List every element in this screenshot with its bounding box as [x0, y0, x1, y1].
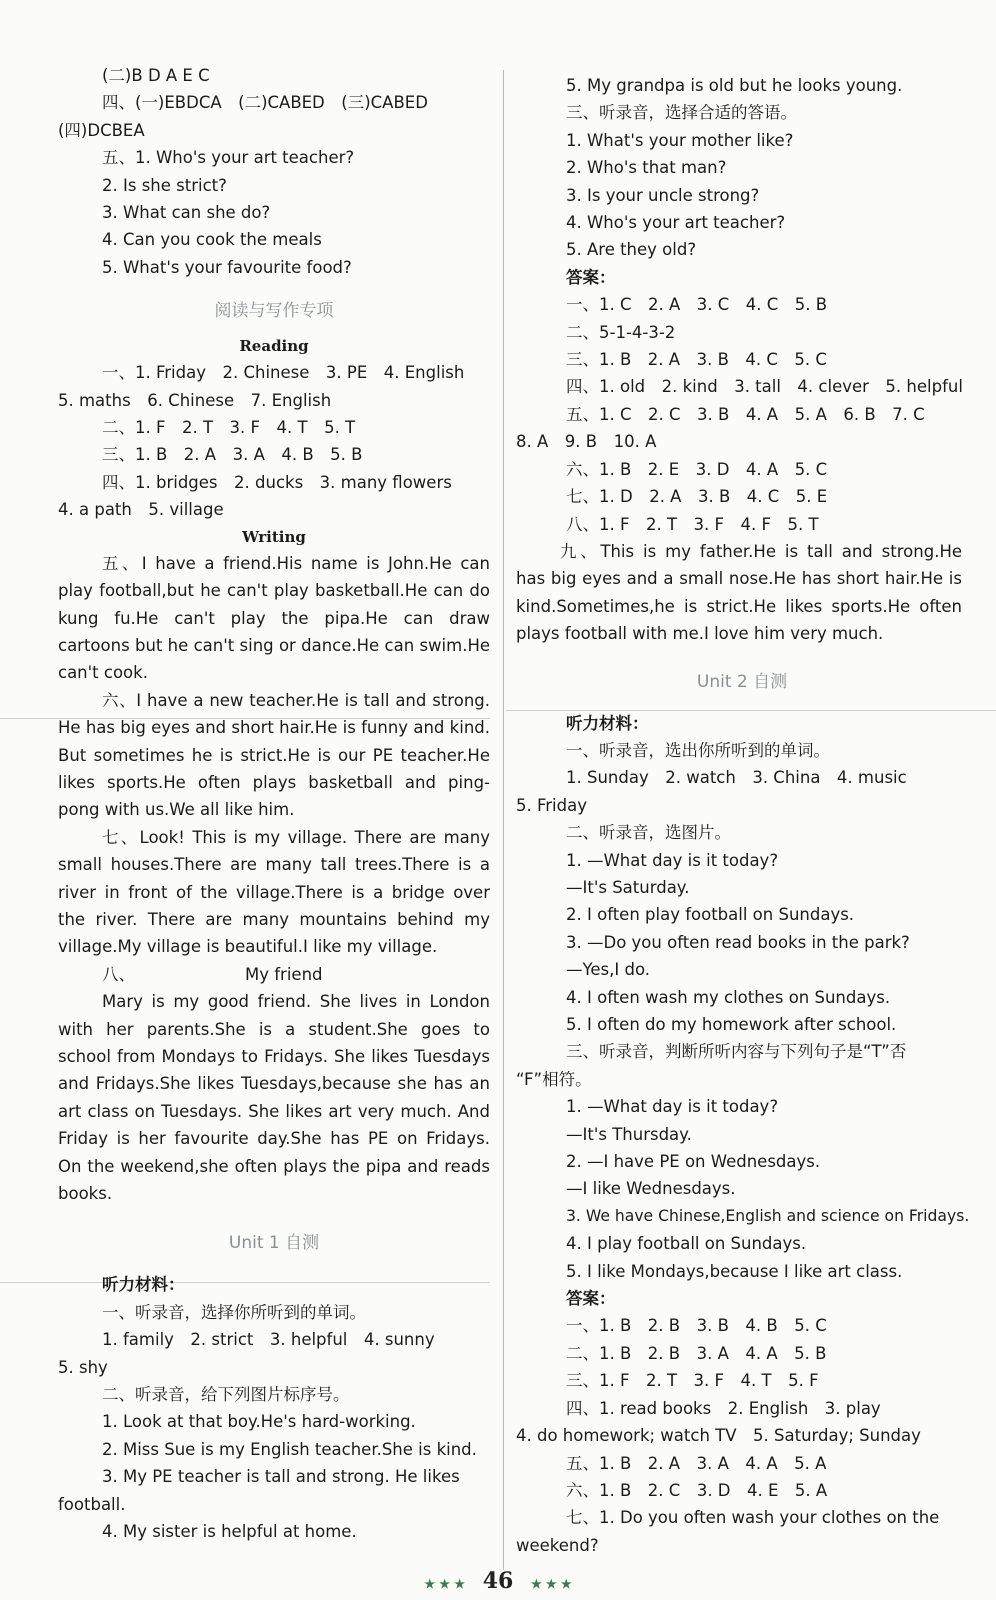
answer-line: 二、1. B 2. B 3. A 4. A 5. B — [566, 1343, 827, 1363]
answer-line: 4. I play football on Sundays. — [566, 1234, 807, 1254]
answer-line: 5. Friday — [516, 795, 587, 815]
listen-label: 听力材料： — [566, 713, 649, 733]
answer-line: 三、1. B 2. A 3. B 4. C 5. C — [566, 350, 827, 370]
answer-line: 4. My sister is helpful at home. — [102, 1522, 357, 1542]
answer-label: 答案： — [566, 267, 616, 287]
answer-line: 六、1. B 2. E 3. D 4. A 5. C — [566, 459, 828, 479]
answer-line: 4. I often wash my clothes on Sundays. — [566, 987, 891, 1007]
page-number: 46 — [482, 1568, 514, 1594]
answer-line: 五、1. C 2. C 3. B 4. A 5. A 6. B 7. C — [566, 404, 925, 424]
answer-line: weekend? — [516, 1535, 599, 1555]
answer-line: 四、(一)EBDCA (二)CABED (三)CABED — [102, 93, 428, 113]
answer-line: 五、1. B 2. A 3. A 4. A 5. A — [566, 1453, 827, 1473]
answer-line: 5. I often do my homework after school. — [566, 1015, 897, 1034]
star-decoration: ★ ★ ★ — [424, 1577, 466, 1591]
answer-line: 3. —Do you often read books in the park? — [566, 932, 910, 952]
listen-label: 听力材料： — [102, 1275, 185, 1295]
writing-paragraph-5: 五、I have a friend.His name is John.He can play football,but he can't play basketball.He can do kung fu.He can't play the pipa.He can draw cartoons but he can't sing or dance.He can swim.He can't cook. — [58, 553, 490, 683]
answer-line: 八、1. F 2. T 3. F 4. F 5. T — [566, 514, 819, 534]
page-footer — [0, 1568, 996, 1594]
answer-line: 4. do homework; watch TV 5. Saturday; Sunday — [516, 1426, 921, 1446]
answer-line: 2. —I have PE on Wednesdays. — [566, 1152, 821, 1172]
answer-label: 答案： — [566, 1289, 616, 1309]
answer-line: 4. Who's your art teacher? — [566, 213, 786, 233]
answer-line: 三、听录音，选择合适的答语。 — [566, 103, 797, 123]
answer-line: 5. maths 6. Chinese 7. English — [58, 390, 332, 410]
answer-line: 1. Look at that boy.He's hard-working. — [102, 1412, 416, 1432]
answer-line: 1. family 2. strict 3. helpful 4. sunny — [102, 1330, 435, 1350]
answer-line: —It's Thursday. — [566, 1124, 692, 1144]
writing-paragraph-9: 九、This is my father.He is tall and strong.He has big eyes and a small nose.He has short hair.He is kind.Sometimes,he is strict.He likes sports.He often plays football with me.I love him very much. — [516, 541, 962, 644]
answer-line: 五、1. Who's your art teacher? — [102, 148, 355, 168]
answer-line: 3. Is your uncle strong? — [566, 185, 760, 205]
answer-line: 5. What's your favourite food? — [102, 257, 352, 277]
answer-line: 8. A 9. B 10. A — [516, 432, 657, 452]
answer-line: 一、1. C 2. A 3. C 4. C 5. B — [566, 295, 828, 315]
answer-line: 二、5-1-4-3-2 — [566, 322, 676, 342]
answer-line: 七、1. D 2. A 3. B 4. C 5. E — [566, 487, 828, 507]
answer-line: 3. We have Chinese,English and science on Fridays. — [566, 1206, 970, 1225]
answer-line: —It's Saturday. — [566, 877, 690, 897]
answer-line: 三、听录音，判断所听内容与下列句子是“T”否 — [566, 1042, 907, 1062]
unit1-title: Unit 1 自测 — [228, 1233, 320, 1254]
answer-line: 2. Who's that man? — [566, 158, 727, 178]
answer-line: 4. Can you cook the meals — [102, 230, 322, 250]
answer-line: 三、1. F 2. T 3. F 4. T 5. F — [566, 1371, 819, 1391]
answer-line: 4. a path 5. village — [58, 500, 224, 520]
star-decoration: ★ ★ ★ — [530, 1577, 572, 1591]
right-column — [516, 72, 970, 1559]
answer-line: 5. I like Mondays,because I like art class. — [566, 1261, 903, 1281]
answer-line: 一、1. Friday 2. Chinese 3. PE 4. English — [102, 363, 465, 383]
writing-8-heading: 八、 My friend — [102, 964, 323, 984]
answer-line: 1. What's your mother like? — [566, 130, 794, 150]
answer-line: 2. Miss Sue is my English teacher.She is kind. — [102, 1439, 477, 1459]
writing-paragraph-6: 六、I have a new teacher.He is tall and strong. He has big eyes and short hair.He is funny and kind. But sometimes he is strict.He is our PE teacher.He likes sports.He often plays basketball and ping-pong with us.We all like him. — [58, 690, 490, 820]
answer-line: 六、1. B 2. C 3. D 4. E 5. A — [566, 1480, 828, 1500]
answer-line: 二、听录音，给下列图片标序号。 — [102, 1385, 350, 1405]
answer-line: 1. Sunday 2. watch 3. China 4. music — [566, 768, 907, 788]
answer-line: 四、1. bridges 2. ducks 3. many flowers — [102, 472, 452, 492]
answer-line: 一、1. B 2. B 3. B 4. B 5. C — [566, 1316, 827, 1336]
section-title: 阅读与写作专项 — [214, 301, 334, 322]
answer-line: 5. shy — [58, 1357, 108, 1377]
writing-paragraph-7: 七、Look! This is my village. There are many small houses.There are many tall trees.There is a river in front of the village.There is a bridge over the river. There are many mountains behind my village.My village is beautiful.I like my village. — [58, 827, 490, 957]
writing-title: Writing — [242, 527, 306, 546]
answer-line: 5. Are they old? — [566, 240, 697, 260]
answer-line: —Yes,I do. — [566, 960, 651, 980]
answer-line: 四、1. read books 2. English 3. play — [566, 1398, 881, 1418]
answer-line: 四、1. old 2. kind 3. tall 4. clever 5. helpful — [566, 377, 963, 397]
answer-line: football. — [58, 1494, 126, 1514]
answer-line: 一、听录音，选择你所听到的单词。 — [102, 1302, 366, 1322]
answer-line: (四)DCBEA — [58, 120, 145, 140]
answer-line: “F”相符。 — [516, 1069, 592, 1089]
unit2-title: Unit 2 自测 — [696, 671, 788, 692]
answer-line: 一、听录音，选出你所听到的单词。 — [566, 740, 830, 760]
answer-line: —I like Wednesdays. — [566, 1179, 736, 1199]
answer-line: 2. I often play football on Sundays. — [566, 905, 855, 925]
answer-line: 二、1. F 2. T 3. F 4. T 5. T — [102, 418, 356, 438]
answer-line: 3. My PE teacher is tall and strong. He likes — [102, 1467, 460, 1487]
answer-line: 1. —What day is it today? — [566, 850, 779, 870]
writing-paragraph-8: Mary is my good friend. She lives in London with her parents.She is a student.She goes to school from Mondays to Fridays. She likes Tuesdays and Fridays.She likes Tuesdays,because she has an art class on Tuesdays. She likes art very much. And Friday is her favourite day.She has PE on Fridays. On the weekend,she often plays the pipa and reads books. — [58, 992, 490, 1204]
answer-line: 二、听录音，选图片。 — [566, 823, 731, 843]
answer-line: 三、1. B 2. A 3. A 4. B 5. B — [102, 445, 363, 465]
answer-line: (二)B D A E C — [102, 66, 210, 85]
reading-title: Reading — [239, 337, 309, 356]
left-column — [58, 62, 490, 1546]
answer-line: 1. —What day is it today? — [566, 1097, 779, 1117]
answer-line: 2. Is she strict? — [102, 175, 227, 195]
answer-line: 七、1. Do you often wash your clothes on the — [566, 1508, 940, 1528]
answer-line: 5. My grandpa is old but he looks young. — [566, 76, 903, 95]
answer-line: 3. What can she do? — [102, 203, 271, 223]
column-divider — [503, 70, 504, 1570]
